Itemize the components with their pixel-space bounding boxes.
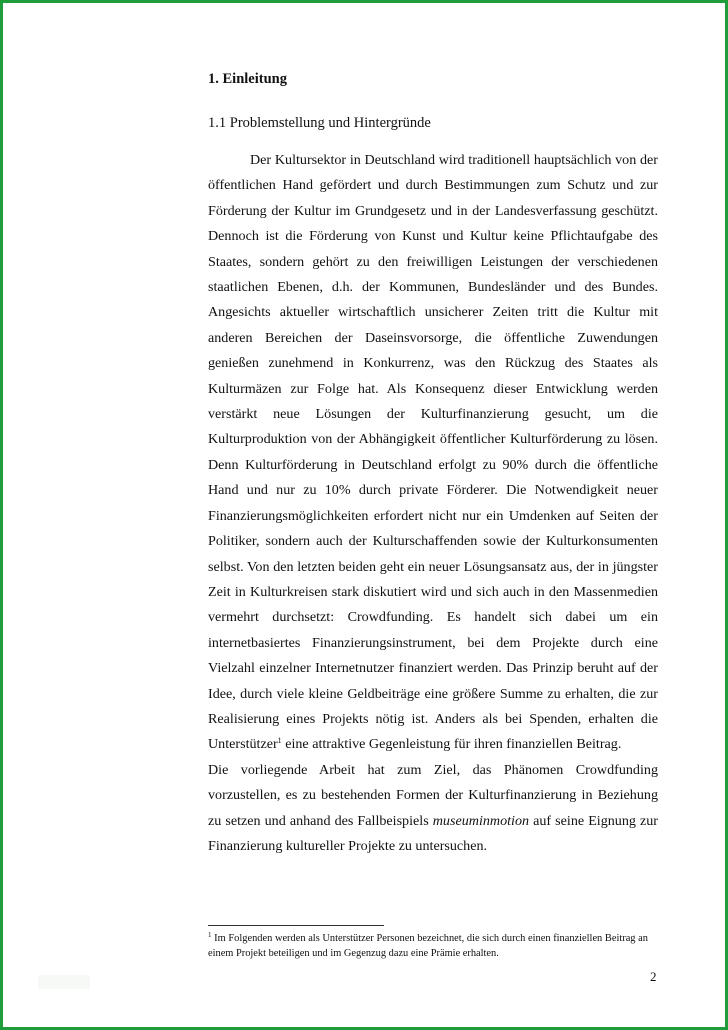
paragraph-1-text-end: eine attraktive Gegenleistung für ihren finanziellen Beitrag. xyxy=(281,736,622,753)
paragraph-1-text: Der Kultursektor in Deutschland wird traditionell hauptsächlich von der öffentlichen Hand gefördert und durch Bestimmungen zum Schutz und zur Förderung der Kultur im Grundgesetz und in der Landesverfassung geschützt. Dennoch ist die Förderung von Kunst und Kultur keine Pflichtaufgabe des Staates, sondern gehört zu den freiwilligen Leistungen der verschiedenen staatlichen Ebenen, d.h. der Kommunen, Bundesländer und des Bundes. Angesichts aktueller wirtschaftlich unsicherer Zeiten tritt die Kultur mit anderen Bereichen der Daseinsvorsorge, die öffentliche Zuwendungen genießen zunehmend in Konkurrenz, was den Rückzug des Staates als Kulturmäzen zur Folge hat. Als Konsequenz dieser Entwicklung werden verstärkt neue Lösungen der Kulturfinanzierung gesucht, um die Kulturproduktion von der Abhängigkeit öffentlicher Kulturförderung zu lösen. Denn Kulturförderung in Deutschland erfolgt zu 90% durch die öffentliche Hand und nur zu 10% durch private Förderer. Die Notwendigkeit neuer Finanzierungsmöglichkeiten erfordert nicht nur ein Umdenken auf Seiten der Politiker, sondern auch der Kulturschaffenden sowie der Kulturkonsumenten selbst. Von den letzten beiden geht ein neuer Lösungsansatz aus, der in jüngster Zeit in Kulturkreisen stark diskutiert wird und sich auch in den Massenmedien vermehrt durchsetzt: Crowdfunding. Es handelt sich dabei um ein internetbasiertes Finanzierungsinstrument, bei dem Projekte durch eine Vielzahl einzelner Internetnutzer finanziert werden. Das Prinzip beruht auf der Idee, durch viele kleine Geldbeiträge eine größere Summe zu erhalten, die zur Realisierung eines Projekts nötig ist. Anders als bei Spenden, erhalten die Unterstützer xyxy=(208,152,658,753)
footnote-mark: 1 xyxy=(208,931,212,939)
case-study-name: museuminmotion xyxy=(432,812,530,829)
body-text xyxy=(208,148,658,859)
chapter-heading: 1. Einleitung xyxy=(208,71,287,87)
footnote-text: Im Folgenden werden als Unterstützer Personen bezeichnet, die sich durch einen finanziellen Beitrag an einem Projekt beteiligen und im Gegenzug dazu eine Prämie erhalten. xyxy=(208,933,648,959)
paragraph-1 xyxy=(208,148,658,758)
footnote-reference[interactable]: 1 xyxy=(277,736,282,746)
document-page xyxy=(208,70,658,859)
faint-watermark xyxy=(38,975,90,989)
footnote xyxy=(208,931,648,961)
section-heading: 1.1 Problemstellung und Hintergründe xyxy=(208,115,431,131)
page-number: 2 xyxy=(650,969,657,984)
paragraph-2-text: Die vorliegende Arbeit hat zum Ziel, das Phänomen Crowdfunding vorzustellen, es zu bestehenden Formen der Kulturfinanzierung in Beziehung zu setzen und anhand des Fallbeispiels xyxy=(208,761,658,829)
paragraph-2-text-end: auf seine Eignung zur Finanzierung kultureller Projekte zu untersuchen. xyxy=(208,812,659,854)
footnote-separator xyxy=(208,925,384,926)
paragraph-2 xyxy=(208,758,658,860)
